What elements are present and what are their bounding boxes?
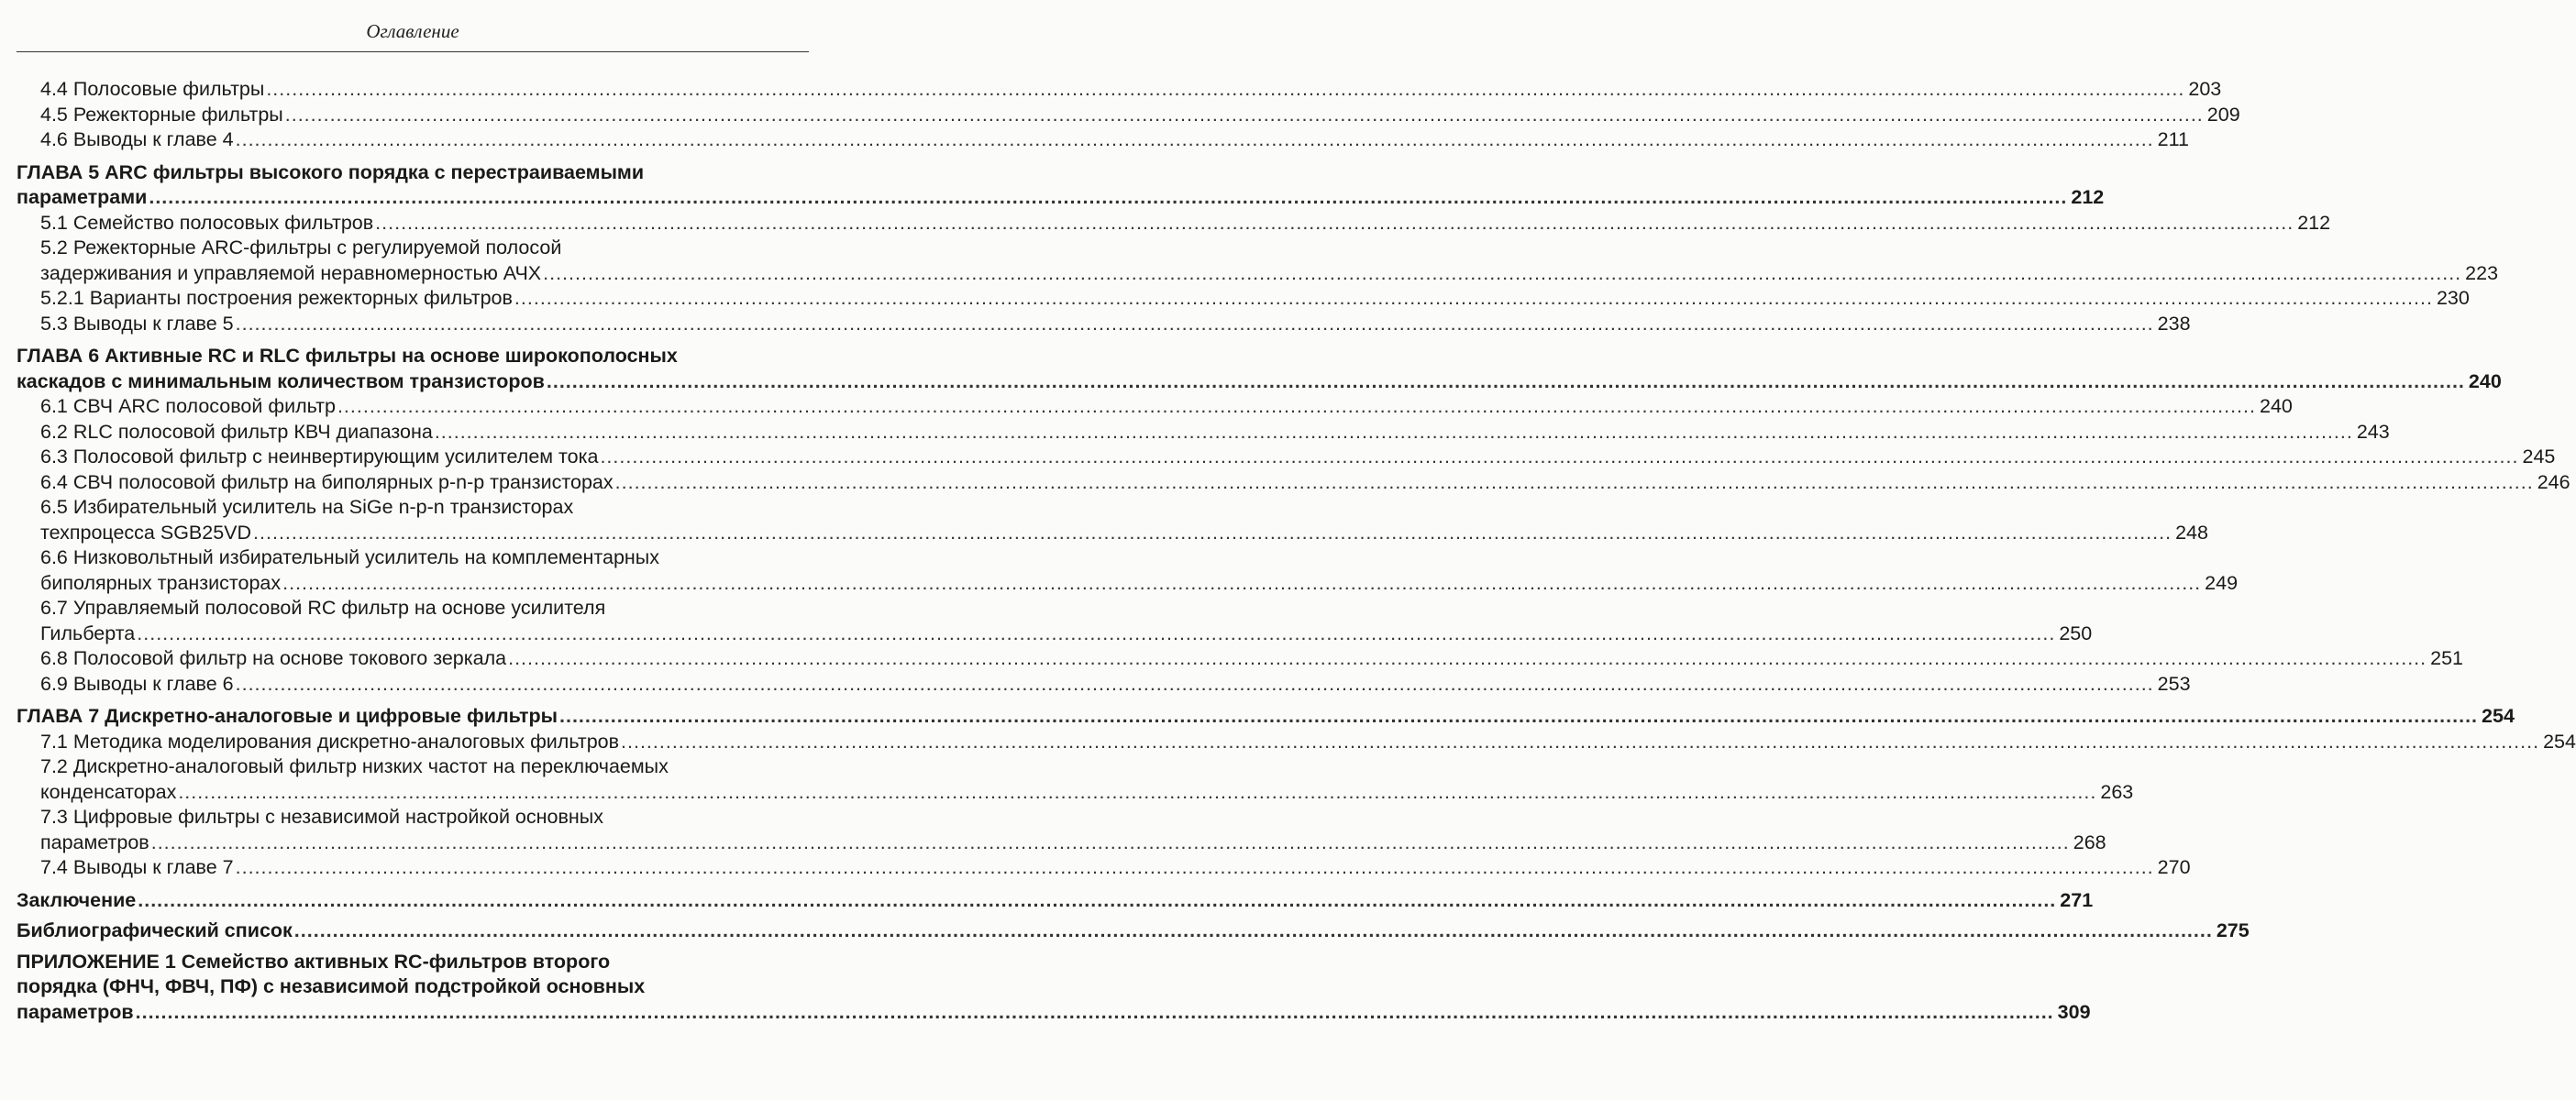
entry-title-line: 5.2 Режекторные ARC-фильтры с регулируемой полосой	[40, 236, 562, 258]
entry-title-line: 7.2 Дискретно-аналоговый фильтр низких частот на переключаемых	[40, 755, 669, 777]
toc-section-entry	[0, 495, 2208, 545]
toc-section-entry	[0, 754, 2134, 805]
toc-section-entry	[0, 103, 2240, 128]
entry-title-line: 6.9 Выводы к главе 6	[40, 672, 234, 695]
dot-leader: ............................................................................................................................................................................................................................................................................................................	[375, 211, 2294, 234]
entry-title-line: 6.3 Полосовой фильтр с неинвертирующим усилителем тока	[40, 446, 599, 468]
toc-chapter-entry	[0, 918, 2250, 944]
toc-chapter-entry	[0, 704, 2515, 730]
page-number: 250	[2059, 622, 2093, 644]
toc-section-entry	[0, 730, 2576, 755]
toc-section-entry	[0, 394, 2293, 420]
page-header-title: Оглавление	[366, 20, 459, 42]
page-number: 254	[2543, 730, 2576, 753]
dot-leader: ............................................................................................................................................................................................................................................................................................................	[235, 312, 2154, 335]
entry-title-line: 7.4 Выводы к главе 7	[40, 856, 234, 878]
entry-title-line: ГЛАВА 5 ARC фильтры высокого порядка с перестраиваемыми	[17, 160, 645, 183]
dot-leader: ............................................................................................................................................................................................................................................................................................................	[614, 470, 2534, 493]
page-number: 248	[2175, 521, 2208, 544]
toc-section-entry	[0, 470, 2570, 496]
page-number: 263	[2100, 780, 2134, 803]
page-number: 240	[2468, 369, 2502, 392]
toc-chapter-entry	[0, 344, 2502, 394]
toc-section-entry	[0, 77, 2222, 103]
page-number: 254	[2482, 705, 2515, 727]
page-number: 245	[2522, 446, 2556, 468]
entry-title-line: ГЛАВА 6 Активные RC и RLC фильтры на основе широкополосных	[17, 345, 678, 367]
dot-leader: ............................................................................................................................................................................................................................................................................................................	[149, 186, 2068, 208]
page-number: 211	[2157, 128, 2189, 150]
dot-leader: ............................................................................................................................................................................................................................................................................................................	[508, 647, 2427, 669]
entry-title-line: 4.4 Полосовые фильтры	[40, 78, 265, 100]
page-number: 212	[2071, 186, 2105, 208]
toc-chapter-entry	[0, 160, 2105, 211]
entry-title-line: 6.2 RLC полосовой фильтр КВЧ диапазона	[40, 420, 433, 443]
toc-section-entry	[0, 445, 2556, 470]
entry-title-line: конденсаторах	[40, 780, 177, 803]
page-number: 203	[2188, 78, 2222, 100]
dot-leader: ............................................................................................................................................................................................................................................................................................................	[253, 521, 2172, 544]
page-number: 246	[2537, 470, 2570, 493]
page-number: 309	[2057, 1000, 2091, 1023]
toc-section-entry	[0, 420, 2390, 446]
table-of-contents	[0, 77, 2576, 1025]
dot-leader: ............................................................................................................................................................................................................................................................................................................	[546, 369, 2465, 392]
entry-title-line: ПРИЛОЖЕНИЕ 1 Семейство активных RC-фильтров второго	[17, 950, 611, 973]
page-number: 253	[2157, 672, 2191, 695]
entry-title-line: параметров	[40, 830, 149, 853]
entry-title-line: 4.6 Выводы к главе 4	[40, 128, 234, 150]
dot-leader: ............................................................................................................................................................................................................................................................................................................	[293, 919, 2213, 941]
dot-leader: ............................................................................................................................................................................................................................................................................................................	[282, 571, 2202, 594]
entry-title-line: 4.5 Режекторные фильтры	[40, 103, 283, 126]
entry-title-line: 6.7 Управляемый полосовой RC фильтр на основе усилителя	[40, 597, 606, 619]
entry-title-line: 5.2.1 Варианты построения режекторных фильтров	[40, 287, 513, 309]
dot-leader: ............................................................................................................................................................................................................................................................................................................	[337, 395, 2256, 417]
dot-leader: ............................................................................................................................................................................................................................................................................................................	[138, 888, 2057, 911]
entry-title-line: 6.4 СВЧ полосовой фильтр на биполярных p-n-p транзисторах	[40, 470, 614, 493]
toc-section-entry	[0, 127, 2189, 153]
dot-leader: ............................................................................................................................................................................................................................................................................................................	[235, 128, 2154, 150]
entry-title-line: 7.1 Методика моделирования дискретно-аналоговых фильтров	[40, 730, 620, 753]
entry-title-line: 6.6 Низковольтный избирательный усилитель на комплементарных	[40, 546, 659, 568]
dot-leader: ............................................................................................................................................................................................................................................................................................................	[434, 420, 2353, 443]
header-rule	[17, 51, 809, 52]
page-number: 268	[2073, 830, 2106, 853]
dot-leader: ............................................................................................................................................................................................................................................................................................................	[600, 446, 2519, 468]
toc-chapter-entry	[0, 950, 2091, 1026]
page-number: 271	[2060, 888, 2094, 911]
entry-title-line: задерживания и управляемой неравномерностью АЧХ	[40, 261, 542, 284]
entry-title-line: Гильберта	[40, 622, 136, 644]
dot-leader: ............................................................................................................................................................................................................................................................................................................	[621, 730, 2540, 753]
dot-leader: ............................................................................................................................................................................................................................................................................................................	[559, 705, 2479, 727]
dot-leader: ............................................................................................................................................................................................................................................................................................................	[235, 856, 2154, 878]
toc-section-entry	[0, 236, 2499, 286]
dot-leader: ............................................................................................................................................................................................................................................................................................................	[150, 830, 2070, 853]
entry-title-line: каскадов с минимальным количеством транзисторов	[17, 369, 545, 392]
toc-section-entry	[0, 646, 2463, 672]
page-number: 212	[2297, 211, 2331, 234]
dot-leader: ............................................................................................................................................................................................................................................................................................................	[266, 78, 2185, 100]
dot-leader: ............................................................................................................................................................................................................................................................................................................	[137, 622, 2056, 644]
entry-title-line: Заключение	[17, 888, 137, 911]
entry-title-line: 6.1 СВЧ ARC полосовой фильтр	[40, 395, 336, 417]
dot-leader: ............................................................................................................................................................................................................................................................................................................	[135, 1000, 2054, 1023]
page-number: 209	[2206, 103, 2240, 126]
entry-title-line: порядка (ФНЧ, ФВЧ, ПФ) с независимой подстройкой основных	[17, 975, 646, 997]
toc-section-entry	[0, 596, 2093, 646]
dot-leader: ............................................................................................................................................................................................................................................................................................................	[235, 672, 2154, 695]
dot-leader: ............................................................................................................................................................................................................................................................................................................	[514, 287, 2433, 309]
page-number: 230	[2436, 287, 2470, 309]
entry-title-line: ГЛАВА 7 Дискретно-аналоговые и цифровые фильтры	[17, 705, 558, 727]
dot-leader: ............................................................................................................................................................................................................................................................................................................	[178, 780, 2097, 803]
entry-title-line: 5.3 Выводы к главе 5	[40, 312, 234, 335]
entry-title-line: биполярных транзисторах	[40, 571, 282, 594]
page-number: 240	[2259, 395, 2293, 417]
entry-title-line: 6.5 Избирательный усилитель на SiGe n-p-n транзисторах	[40, 496, 574, 518]
toc-section-entry	[0, 855, 2191, 881]
page-number: 243	[2356, 420, 2390, 443]
toc-section-entry	[0, 672, 2191, 698]
toc-section-entry	[0, 312, 2191, 337]
page-number: 223	[2465, 261, 2499, 284]
entry-title-line: техпроцесса SGB25VD	[40, 521, 252, 544]
entry-title-line: параметров	[17, 1000, 134, 1023]
entry-title-line: параметрами	[17, 186, 148, 208]
entry-title-line: 7.3 Цифровые фильтры с независимой настройкой основных	[40, 806, 603, 828]
page-number: 251	[2430, 647, 2463, 669]
toc-section-entry	[0, 805, 2106, 855]
toc-section-entry	[0, 286, 2470, 312]
toc-chapter-entry	[0, 888, 2094, 914]
entry-title-line: 5.1 Семейство полосовых фильтров	[40, 211, 374, 234]
page-number: 249	[2205, 571, 2239, 594]
page-number: 275	[2216, 919, 2250, 941]
page-number: 270	[2157, 856, 2191, 878]
page-number: 238	[2157, 312, 2191, 335]
toc-section-entry	[0, 545, 2239, 596]
dot-leader: ............................................................................................................................................................................................................................................................................................................	[284, 103, 2204, 126]
entry-title-line: 6.8 Полосовой фильтр на основе токового зеркала	[40, 647, 507, 669]
entry-title-line: Библиографический список	[17, 919, 293, 941]
toc-section-entry	[0, 211, 2331, 236]
dot-leader: ............................................................................................................................................................................................................................................................................................................	[543, 261, 2462, 284]
